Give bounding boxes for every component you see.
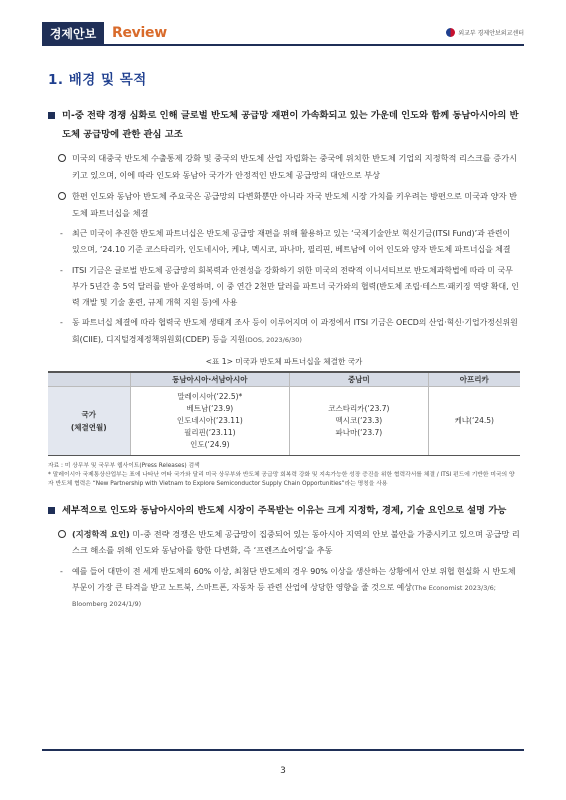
detail-2: [48, 263, 520, 312]
detail-1-text: 최근 미국이 추진한 반도체 파트너십은 반도체 공급망 재편을 위해 활용하고 있는 ‘국제기술안보 혁신기금(ITSI Fund)’과 관련이 있으며, ‘24.10 기준 코스타리카, 인도네시아, 케냐, 멕시코, 파나마, 필리핀, 베트남에 이어 인도와 양자 반도체 파트너십을 체결: [72, 229, 511, 255]
table-header-asia: 동남아시아·서남아시아: [130, 372, 290, 386]
header-rule: [104, 44, 524, 46]
page-header: [0, 22, 566, 46]
detail-4-source: (The Economist 2023/3/6; Bloomberg 2024/1/9): [72, 583, 496, 609]
row-label-line-2: (체결연월): [70, 422, 107, 432]
header-tab-label: 경제안보: [42, 22, 104, 46]
main-bullet-1-text: 미-중 전략 경쟁 심화로 인해 글로벌 반도체 공급망 재편이 가속화되고 있는 가운데 인도와 함께 동남아시아의 반도체 공급망에 관한 관심 고조: [62, 110, 519, 140]
page-number: 3: [280, 766, 286, 776]
circle-bullet-icon: [58, 530, 66, 538]
sub-point-2: [48, 188, 520, 221]
square-bullet-icon: [48, 507, 55, 514]
detail-2-text: ITSI 기금은 글로벌 반도체 공급망의 회복력과 안전성을 강화하기 위한 미국의 전략적 이니셔티브로 반도체과학법에 따라 미 국무부가 5년간 총 5억 달러를 받아 운영하며, 이 중 연간 2천만 달러를 파트너 국가와의 협력(반도체 조립·테스트·패키징 역량 확대, 인력 개발 및 기술 훈련, 규제 개혁 지원 등)에 사용: [72, 265, 519, 308]
sub-point-1-text: 미국의 대중국 반도체 수출통제 강화 및 중국의 반도체 산업 자립화는 중국에 위치한 반도체 기업의 지정학적 리스크를 증가시키고 있으며, 이에 따라 인도와 동남아 국가가 안정적인 반도체 공급망의 대안으로 부상: [72, 153, 518, 180]
detail-3-text: 동 파트너십 체결에 따라 협력국 반도체 생태계 조사 등이 이루어지며 이 과정에서 ITSI 기금은 OECD의 산업·혁신·기업가정신위원회(CIIE), 디지털경제정책위원회(CDEP) 등을 지원: [72, 318, 518, 344]
list-item: 베트남(‘23.9): [186, 403, 234, 413]
table-cell-africa: [428, 386, 520, 455]
detail-3-source: (DOS, 2023/6/30): [245, 335, 302, 344]
list-item: 파나마(‘23.7): [335, 427, 383, 437]
table-header-africa: 아프리카: [428, 372, 520, 386]
table-cell-latam: [290, 386, 428, 455]
partnership-table: [48, 371, 520, 456]
circle-bullet-icon: [58, 192, 66, 200]
detail-1: [48, 226, 520, 259]
main-bullet-2: [48, 501, 520, 520]
header-review-label: Review: [112, 25, 167, 41]
sub-point-3: [48, 526, 520, 559]
list-item: 필리핀(‘23.11): [184, 427, 236, 437]
main-bullet-1: [48, 106, 520, 144]
sub-point-3-text: 미-중 전략 경쟁은 반도체 공급망이 집중되어 있는 동아시아 지역의 안보 불안을 가중시키고 있으며 공급망 리스크 해소를 위해 인도와 동남아를 향한 다변화, 즉 ‘프렌즈쇼어링’을 추동: [72, 528, 520, 556]
table-row: [48, 386, 520, 455]
section-title: 1. 배경 및 목적: [48, 72, 147, 88]
footer-rule: [42, 749, 524, 751]
table-row-label: [48, 386, 130, 455]
table-notes: [48, 462, 520, 489]
table-cell-asia: [130, 386, 290, 455]
list-item: 말레이시아(‘22.5)*: [177, 391, 243, 401]
dash-bullet-icon: -: [60, 229, 63, 238]
government-emblem-icon: [446, 28, 455, 37]
main-bullet-2-text: 세부적으로 인도와 동남아시아의 반도체 시장이 주목받는 이유는 크게 지정학, 경제, 기술 요인으로 설명 가능: [62, 504, 507, 516]
document-body: [48, 60, 520, 616]
header-org: [446, 28, 524, 37]
header-org-label: 외교부 경제안보외교센터: [458, 30, 524, 37]
table-header-row: [48, 372, 520, 386]
list-item: 코스타리카(‘23.7): [328, 403, 390, 413]
dash-bullet-icon: -: [60, 265, 63, 275]
table-header-latam: 중남미: [290, 372, 428, 386]
dash-bullet-icon: -: [60, 566, 63, 576]
list-item: 인도(‘24.9): [190, 439, 230, 449]
row-label-line-1: 국가: [81, 409, 96, 419]
detail-3: [48, 315, 520, 348]
sub-point-1: [48, 150, 520, 183]
sub-point-3-label: (지정학적 요인): [72, 528, 130, 539]
list-item: 멕시코(‘23.3): [335, 415, 383, 425]
table-footnote: * 말레이시아 국제통상산업부는 표에 나타난 여타 국가와 달리 미국 상무부와 반도체 공급망 회복력 강화 및 지속가능한 성장 증진을 위한 협력각서를 체결 / ITSI 펀드에 기반한 미국의 양자 반도체 협력은 “New Partnership with Vietnam to Explore Semiconductor Supply Chain Opportunities”라는 명칭을 사용: [48, 471, 515, 487]
table-source-note: 자료 : 미 상무부 및 국무부 웹사이트(Press Releases) 검색: [48, 462, 200, 469]
table-caption: <표 1> 미국과 반도체 파트너십을 체결한 국가: [205, 357, 363, 367]
detail-4: [48, 564, 520, 613]
sub-point-2-text: 한편 인도와 동남아 반도체 주요국은 공급망의 다변화뿐만 아니라 자국 반도체 시장 가치를 키우려는 방편으로 미국과 양자 반도체 파트너십을 체결: [72, 191, 518, 218]
list-item: 케냐(‘24.5): [454, 415, 494, 425]
square-bullet-icon: [48, 112, 55, 119]
list-item: 인도네시아(‘23.11): [176, 415, 243, 425]
circle-bullet-icon: [58, 154, 66, 162]
dash-bullet-icon: -: [60, 318, 63, 328]
table-corner-cell: [48, 372, 130, 386]
detail-4-text: 예를 들어 대만이 전 세계 반도체의 60% 이상, 최첨단 반도체의 경우 90% 이상을 생산하는 상황에서 안보 위협 현실화 시 반도체 부문이 가장 큰 타격을 받고 노트북, 스마트폰, 자동차 등 관련 산업에 상당한 영향을 줄 것으로 예상: [72, 566, 516, 592]
